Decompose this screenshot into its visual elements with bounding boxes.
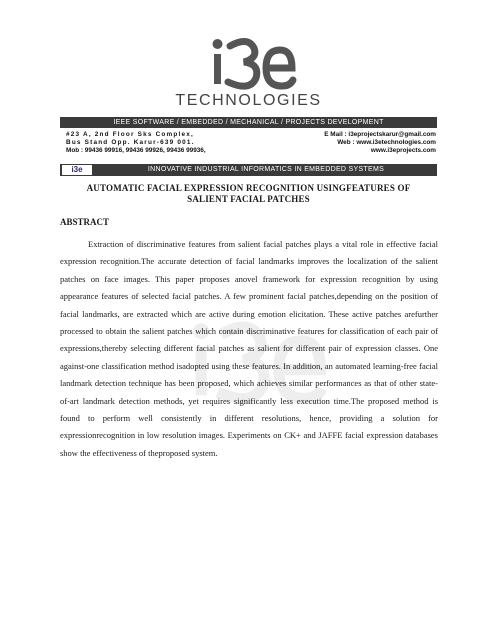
title-line: AUTOMATIC FACIAL EXPRESSION RECOGNITION USINGFEATURES OF [86, 183, 411, 193]
i3e-logo-icon [198, 32, 298, 92]
contact-block [266, 131, 436, 155]
paper-title [60, 183, 437, 205]
abstract-heading: ABSTRACT [60, 217, 110, 227]
letterhead [60, 28, 437, 174]
logo-text: TECHNOLOGIES [175, 92, 322, 109]
company-logo [60, 28, 437, 113]
mini-logo-icon: i3e [62, 165, 92, 175]
services-banner: IEEE SOFTWARE / EMBEDDED / MECHANICAL / PROJECTS DEVELOPMENT [60, 117, 437, 128]
address-block [66, 131, 256, 155]
web-label: Web : [337, 139, 355, 146]
email-link[interactable]: i3eprojectskarur@gmail.com [348, 131, 436, 138]
mobile-numbers: Mob : 99436 99916, 99436 99926, 99436 99936, [66, 147, 206, 154]
address-line: #23 A, 2nd Floor Sks Complex, [66, 131, 194, 138]
title-line: SALIENT FACIAL PATCHES [187, 194, 310, 204]
abstract-body: Extraction of discriminative features from salient facial patches plays a vital role in effective facial expression recognition.The accurate detection of facial landmarks improves the localization of the salient patches on face images. This paper proposes anovel framework for expression recognition by using appearance features of selected facial patches. A few prominent facial patches,depending on the position of facial landmarks, are extracted which are active during emotion elicitation. These active patches arefurther processed to obtain the salient patches which contain discriminative features for classification of each pair of expressions,thereby selecting different facial patches as salient for different pair of expression classes. One against-one classification method isadopted using these features. In addition, an automated learning-free facial landmark detection technique has been proposed, which achieves similar performances as that of other state-of-art landmark detection methods, yet requires significantly less execution time.The proposed method is found to perform well consistently in different resolutions, hence, providing a solution for expressionrecognition in low resolution images. Experiments on CK+ and JAFFE facial expression databases show the effectiveness of theproposed system. [60, 239, 438, 458]
tagline-banner [60, 164, 437, 176]
tagline-text: INNOVATIVE INDUSTRIAL INFORMATICS IN EMBEDDED SYSTEMS [147, 166, 385, 173]
address-line: Bus Stand Opp. Karur-639 001. [66, 139, 195, 146]
website-link[interactable]: www.i3etechnologies.com [356, 139, 436, 146]
website-link[interactable]: www.i3eprojects.com [370, 147, 436, 154]
email-label: E Mail : [324, 131, 347, 138]
